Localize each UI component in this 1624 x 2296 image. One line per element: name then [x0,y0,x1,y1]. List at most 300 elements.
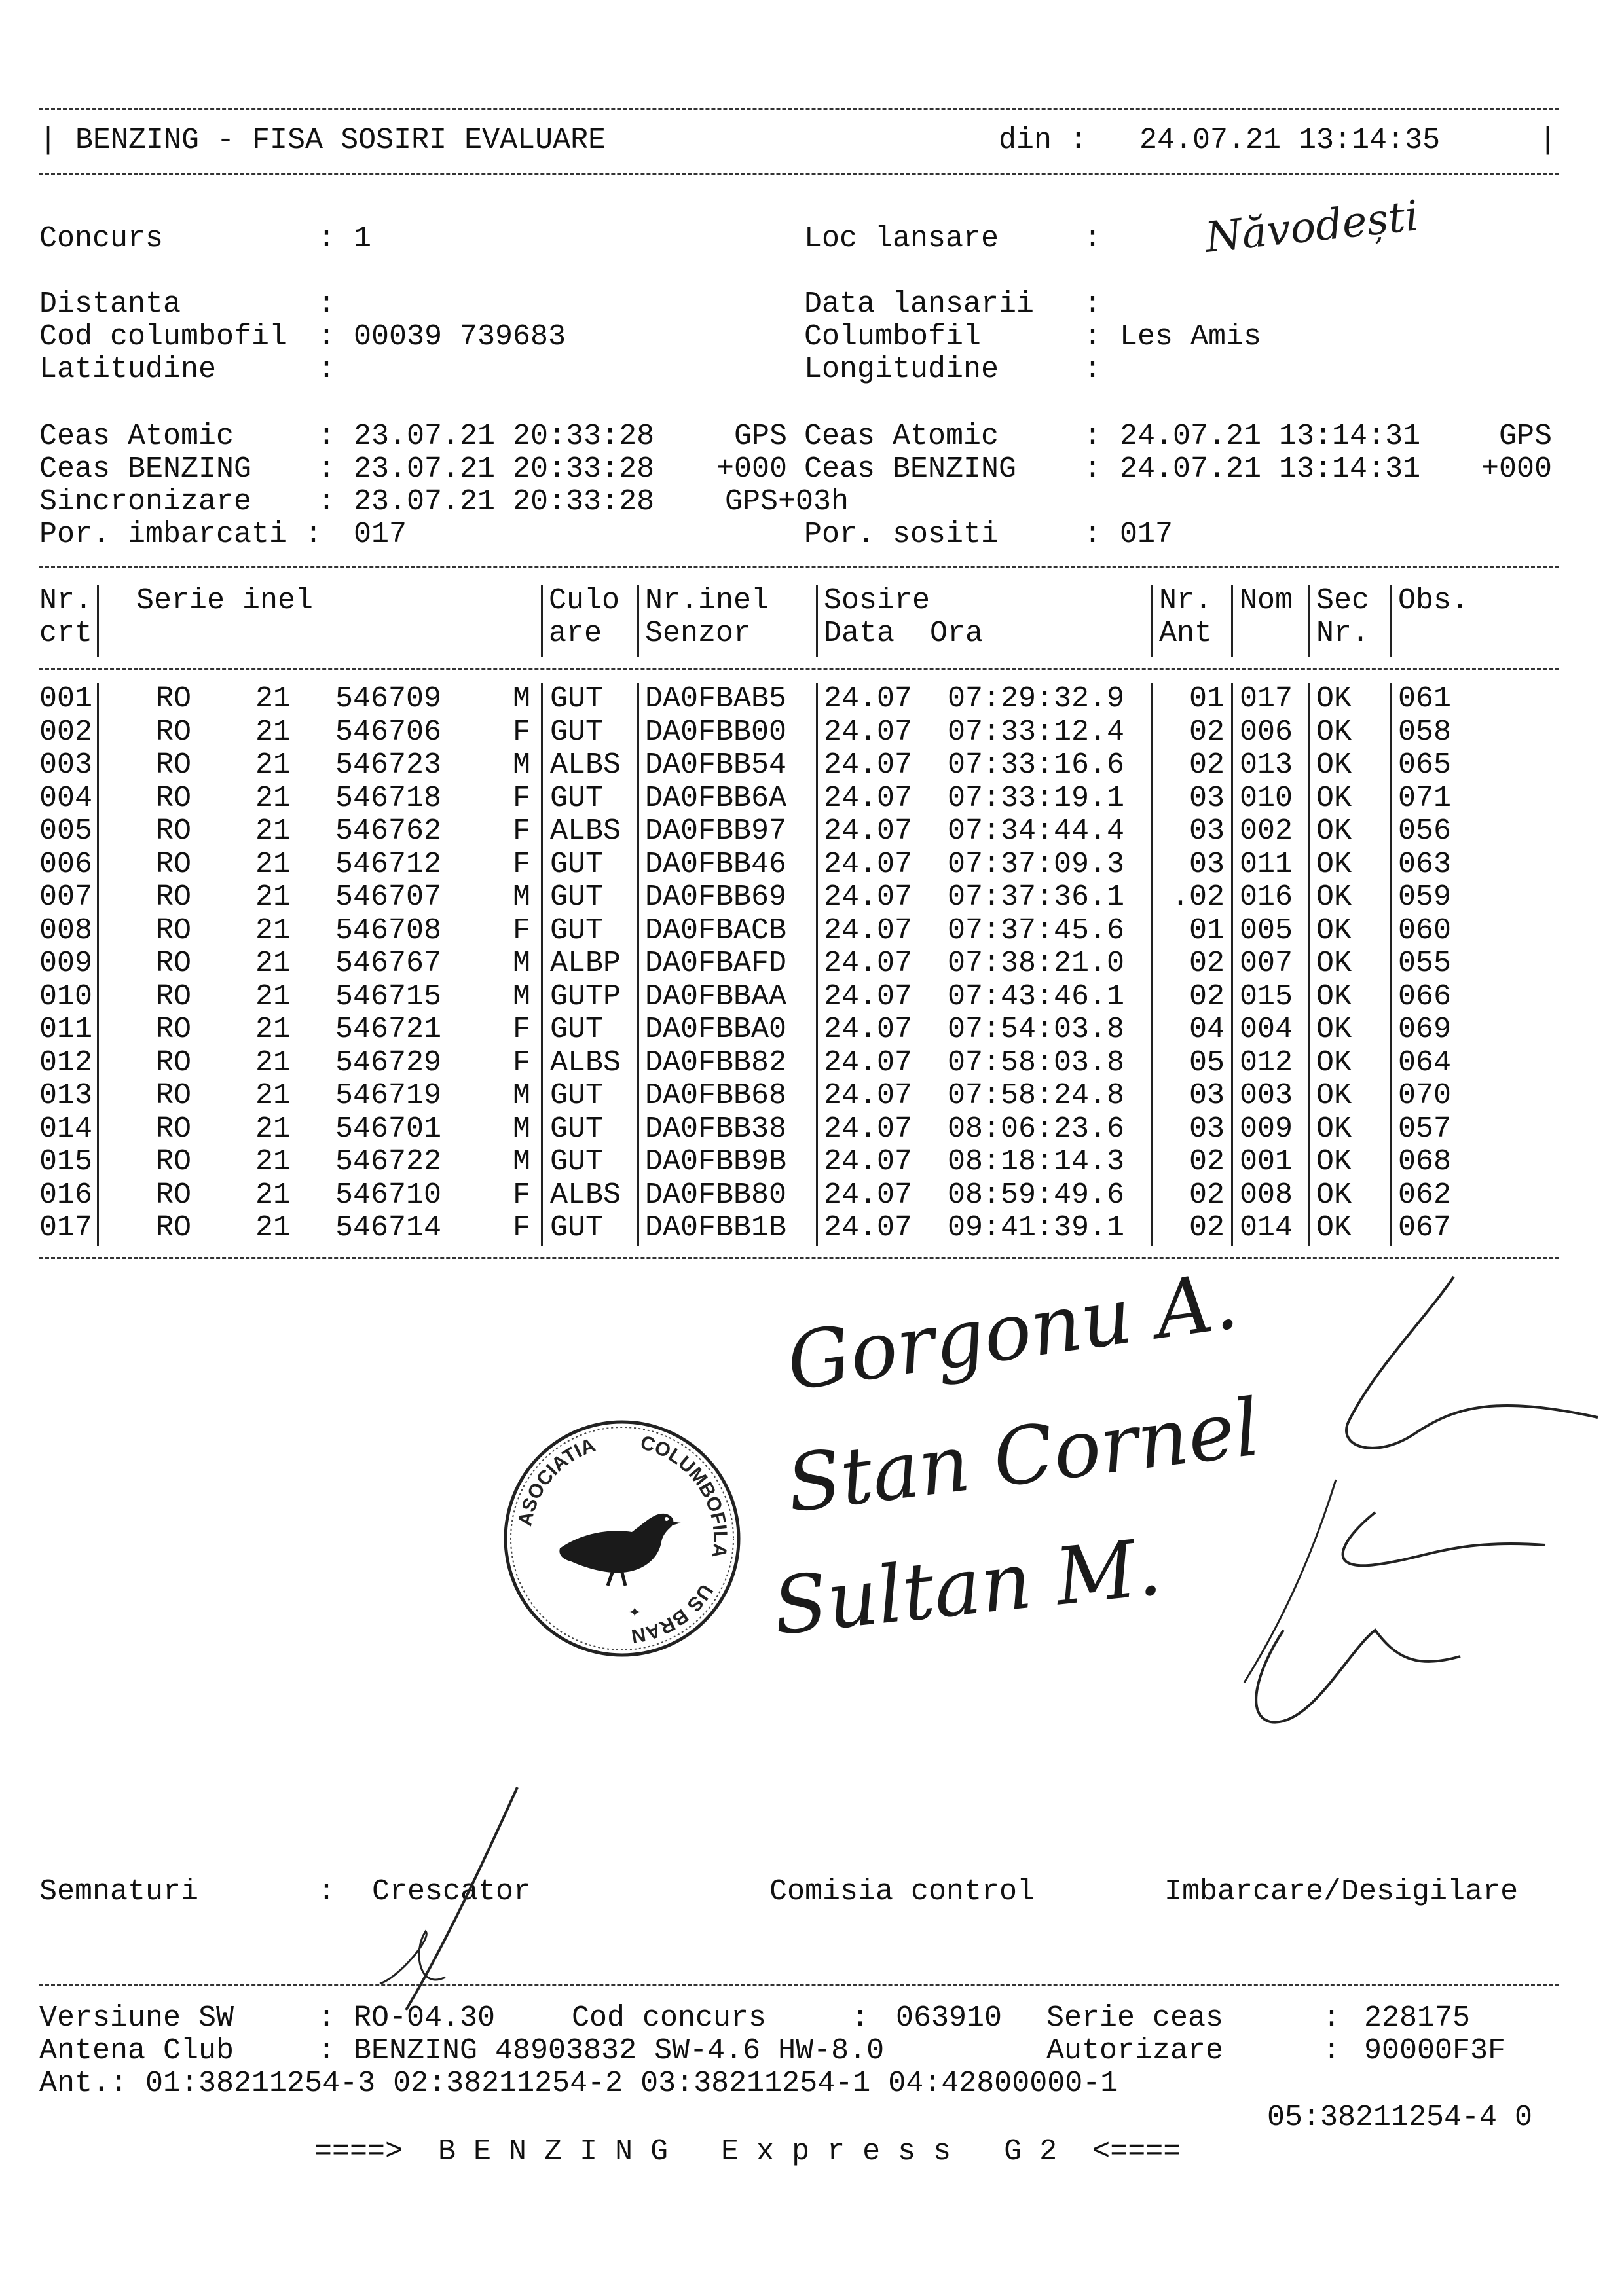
cell-nom: 017 [1240,682,1293,716]
cell-sex: F [512,1211,530,1245]
cell-an: 21 [255,1112,291,1146]
cell-ora: 07:38:21.0 [948,947,1125,980]
cell-sex: F [512,715,530,749]
cell-tara: RO [156,913,192,947]
colon: : [318,2034,336,2068]
cell-data: 24.07 [824,1145,913,1178]
cell-sec: OK [1316,1079,1352,1112]
antena-club-value: BENZING 48903832 SW-4.6 HW-8.0 [354,2034,885,2068]
sincronizare-value: 23.07.21 20:33:28 [354,485,655,519]
autorizare-label: Autorizare [1046,2034,1224,2068]
cell-an: 21 [255,715,291,749]
versiune-sw-label: Versiune SW [39,2001,234,2035]
colon: : [318,452,336,486]
cell-inel: 546722 [335,1145,442,1178]
cell-nr: 002 [39,715,93,749]
cell-data: 24.07 [824,1211,913,1245]
concurs-label: Concurs [39,222,164,255]
cell-obs: 071 [1398,781,1452,815]
colon: : [1084,420,1102,453]
cell-inel: 546709 [335,682,442,716]
cell-nr: 007 [39,881,93,914]
cell-ora: 07:33:19.1 [948,781,1125,815]
cell-ora: 07:37:36.1 [948,881,1125,914]
cell-ora: 07:37:45.6 [948,913,1125,947]
cell-obs: 066 [1398,979,1452,1013]
cell-ant: 03 [1189,781,1225,815]
cell-ant: 02 [1189,748,1225,782]
col-header-are: are [549,617,602,650]
right-benzing: 24.07.21 13:14:31 [1120,452,1421,486]
header-bar-left: | [39,124,58,157]
cod-columbofil-value: 00039 739683 [354,320,566,354]
cell-data: 24.07 [824,1079,913,1112]
cell-data: 24.07 [824,814,913,848]
cell-data: 24.07 [824,881,913,914]
col-separator [1231,683,1233,1246]
ceas-benzing-label-right: Ceas BENZING [804,452,1017,486]
cell-obs: 063 [1398,847,1452,881]
cell-sex: M [512,682,530,716]
longitudine-label: Longitudine [804,353,999,386]
document-title: BENZING - FISA SOSIRI EVALUARE [75,124,606,157]
cell-nom: 005 [1240,913,1293,947]
cell-sec: OK [1316,748,1352,782]
crescator-label: Crescator [372,1875,532,1908]
cell-sex: F [512,814,530,848]
cell-senzor: DA0FBBAA [645,979,787,1013]
col-separator [1390,585,1392,657]
cell-sec: OK [1316,781,1352,815]
cell-inel: 546729 [335,1046,442,1080]
right-atomic-suffix: GPS [1498,420,1552,453]
colon: : [318,353,336,386]
cell-ora: 07:58:24.8 [948,1079,1125,1112]
col-header-crt: crt [39,617,93,650]
cell-ant: 01 [1189,682,1225,716]
cell-data: 24.07 [824,913,913,947]
comisia-control-label: Comisia control [769,1875,1035,1908]
cell-ora: 07:37:09.3 [948,847,1125,881]
cell-sec: OK [1316,1211,1352,1245]
svg-text:✦: ✦ [629,1604,641,1620]
por-imbarcati-value: 017 [354,518,407,551]
pigeon-icon [559,1514,681,1586]
cell-nr: 011 [39,1013,93,1046]
col-header-nrinel: Nr.inel [645,584,769,617]
cell-tara: RO [156,1046,192,1080]
left-atomic-suffix: GPS [733,420,787,453]
divider [39,1984,1559,1986]
cell-nr: 010 [39,979,93,1013]
cell-obs: 070 [1398,1079,1452,1112]
col-header-nr: Nr. [39,584,93,617]
cell-inel: 546715 [335,979,442,1013]
antena-club-label: Antena Club [39,2034,234,2068]
divider [39,173,1559,175]
cell-sex: M [512,979,530,1013]
cell-inel: 546762 [335,814,442,848]
autorizare-value: 90000F3F [1364,2034,1506,2068]
por-sositi-value: 017 [1120,518,1173,551]
cell-ant: 03 [1189,814,1225,848]
serie-ceas-value: 228175 [1364,2001,1471,2035]
divider [39,1257,1559,1259]
col-separator [97,683,99,1246]
din-label: din : [999,124,1088,157]
colon: : [318,222,336,255]
cell-an: 21 [255,781,291,815]
cell-ant: 02 [1189,1211,1225,1245]
cell-obs: 062 [1398,1178,1452,1212]
cell-nr: 008 [39,913,93,947]
cell-sec: OK [1316,881,1352,914]
cell-data: 24.07 [824,979,913,1013]
cell-culoare: ALBS [550,1178,621,1212]
cell-culoare: ALBS [550,814,621,848]
cell-ant: .02 [1171,881,1225,914]
cell-obs: 056 [1398,814,1452,848]
cell-an: 21 [255,913,291,947]
cell-sec: OK [1316,1013,1352,1046]
cell-tara: RO [156,947,192,980]
cell-sex: M [512,1112,530,1146]
cell-an: 21 [255,1013,291,1046]
cell-nr: 005 [39,814,93,848]
cell-sex: M [512,1079,530,1112]
cell-tara: RO [156,682,192,716]
cell-tara: RO [156,1013,192,1046]
cell-inel: 546714 [335,1211,442,1245]
cell-nr: 016 [39,1178,93,1212]
cell-ora: 07:33:16.6 [948,748,1125,782]
left-benzing-suffix: +000 [716,452,787,486]
cell-obs: 060 [1398,913,1452,947]
signature-line-2: Stan Cornel [782,1382,1265,1531]
cell-nr: 004 [39,781,93,815]
colon: : [318,485,336,519]
cell-an: 21 [255,947,291,980]
cell-sex: F [512,913,530,947]
cell-nr: 012 [39,1046,93,1080]
cell-tara: RO [156,881,192,914]
cell-senzor: DA0FBAFD [645,947,787,980]
cell-inel: 546767 [335,947,442,980]
cell-sex: F [512,847,530,881]
col-separator [637,683,639,1246]
col-header-nr-ant: Nr. [1159,584,1213,617]
cell-tara: RO [156,847,192,881]
columbofil-value: Les Amis [1120,320,1262,354]
cell-nom: 003 [1240,1079,1293,1112]
cell-nom: 008 [1240,1178,1293,1212]
cell-nom: 010 [1240,781,1293,815]
cell-inel: 546718 [335,781,442,815]
cell-an: 21 [255,1046,291,1080]
cell-sec: OK [1316,1112,1352,1146]
colon: : [1323,2001,1341,2035]
loc-lansare-label: Loc lansare [804,222,999,255]
cell-inel: 546708 [335,913,442,947]
cell-inel: 546707 [335,881,442,914]
left-atomic: 23.07.21 20:33:28 [354,420,655,453]
cell-tara: RO [156,1178,192,1212]
col-header-sosire: Sosire [824,584,931,617]
cell-obs: 059 [1398,881,1452,914]
col-separator [1390,683,1392,1246]
cell-obs: 064 [1398,1046,1452,1080]
ceas-atomic-label: Ceas Atomic [39,420,234,453]
por-imbarcati-label: Por. imbarcati [39,518,287,551]
left-benzing: 23.07.21 20:33:28 [354,452,655,486]
colon: : [318,420,336,453]
colon: : [318,287,336,321]
cell-ora: 08:06:23.6 [948,1112,1125,1146]
cell-sec: OK [1316,979,1352,1013]
cell-culoare: GUT [550,715,604,749]
cell-culoare: GUT [550,682,604,716]
cell-culoare: GUT [550,1079,604,1112]
distanta-label: Distanta [39,287,181,321]
cell-tara: RO [156,1112,192,1146]
versiune-sw-value: RO-04.30 [354,2001,496,2035]
cell-an: 21 [255,748,291,782]
cell-ora: 07:58:03.8 [948,1046,1125,1080]
cell-inel: 546701 [335,1112,442,1146]
cod-concurs-label: Cod concurs [572,2001,767,2035]
antennas-line-continued: 05:38211254-4 0 [1267,2101,1533,2134]
cell-data: 24.07 [824,682,913,716]
cell-ant: 02 [1189,979,1225,1013]
cell-an: 21 [255,1211,291,1245]
divider [39,566,1559,568]
cell-culoare: GUT [550,913,604,947]
cell-ant: 02 [1189,1178,1225,1212]
cell-senzor: DA0FBB9B [645,1145,787,1178]
col-header-ant: Ant [1159,617,1213,650]
cell-sex: F [512,1178,530,1212]
cell-senzor: DA0FBBA0 [645,1013,787,1046]
col-separator [1231,585,1233,657]
col-header-culo: Culo [549,584,620,617]
cell-ora: 07:54:03.8 [948,1013,1125,1046]
col-separator [1308,585,1310,657]
col-header-nom: Nom [1240,584,1293,617]
cell-ant: 03 [1189,1112,1225,1146]
cell-tara: RO [156,781,192,815]
cell-senzor: DA0FBB1B [645,1211,787,1245]
cell-tara: RO [156,1079,192,1112]
ceas-atomic-label-right: Ceas Atomic [804,420,999,453]
ceas-benzing-label: Ceas BENZING [39,452,252,486]
cell-nr: 009 [39,947,93,980]
cell-tara: RO [156,1211,192,1245]
cell-senzor: DA0FBAB5 [645,682,787,716]
cell-culoare: GUT [550,1112,604,1146]
cell-senzor: DA0FBACB [645,913,787,947]
cell-data: 24.07 [824,715,913,749]
col-separator [97,585,99,657]
cell-sec: OK [1316,1145,1352,1178]
colon: : [1084,320,1102,354]
sincronizare-label: Sincronizare [39,485,252,519]
col-separator [1151,585,1153,657]
cell-an: 21 [255,1079,291,1112]
cell-senzor: DA0FBB82 [645,1046,787,1080]
colon: : [1084,518,1102,551]
cell-ant: 05 [1189,1046,1225,1080]
cell-obs: 069 [1398,1013,1452,1046]
cell-nom: 007 [1240,947,1293,980]
signature-line-1: Gorgonu A. [781,1255,1244,1409]
colon: : [851,2001,870,2035]
colon: : [1323,2034,1341,2068]
cell-senzor: DA0FBB80 [645,1178,787,1212]
cell-senzor: DA0FBB69 [645,881,787,914]
cell-sec: OK [1316,913,1352,947]
cell-culoare: ALBP [550,947,621,980]
colon: : [1084,222,1102,255]
cell-ora: 07:33:12.4 [948,715,1125,749]
col-header-data-ora: Data Ora [824,617,984,650]
col-separator [1151,683,1153,1246]
cell-nom: 004 [1240,1013,1293,1046]
cell-an: 21 [255,1145,291,1178]
loc-lansare-handwritten: Năvodești [1203,192,1421,263]
cell-nr: 003 [39,748,93,782]
cell-inel: 546706 [335,715,442,749]
cell-ora: 07:43:46.1 [948,979,1125,1013]
cell-culoare: GUT [550,1013,604,1046]
cell-sex: M [512,947,530,980]
col-separator [816,683,818,1246]
signature-flourish [1179,1264,1624,1774]
cell-sex: M [512,748,530,782]
cell-inel: 546719 [335,1079,442,1112]
cell-data: 24.07 [824,781,913,815]
cell-nom: 001 [1240,1145,1293,1178]
header-bar-right: | [1539,124,1557,157]
cell-an: 21 [255,682,291,716]
cell-nom: 009 [1240,1112,1293,1146]
crescator-signature [354,1781,537,2023]
cell-nr: 013 [39,1079,93,1112]
cell-sec: OK [1316,1178,1352,1212]
stamp-top-text: COLUMBOFILA [638,1431,731,1559]
cod-columbofil-label: Cod columbofil [39,320,287,354]
cell-sec: OK [1316,847,1352,881]
cell-tara: RO [156,979,192,1013]
cell-culoare: GUTP [550,979,621,1013]
latitudine-label: Latitudine [39,353,217,386]
cell-inel: 546712 [335,847,442,881]
cell-sex: F [512,1046,530,1080]
cell-senzor: DA0FBB46 [645,847,787,881]
cell-ant: 03 [1189,1079,1225,1112]
cell-tara: RO [156,715,192,749]
cell-senzor: DA0FBB54 [645,748,787,782]
col-header-senzor: Senzor [645,617,752,650]
cell-data: 24.07 [824,947,913,980]
col-header-sec-nr: Nr. [1316,617,1370,650]
col-header-sec: Sec [1316,584,1370,617]
cell-obs: 057 [1398,1112,1452,1146]
col-separator [541,683,543,1246]
cell-sec: OK [1316,1046,1352,1080]
cell-culoare: GUT [550,847,604,881]
cell-nr: 015 [39,1145,93,1178]
cell-nom: 002 [1240,814,1293,848]
cell-nr: 017 [39,1211,93,1245]
col-separator [637,585,639,657]
cell-tara: RO [156,748,192,782]
cell-sec: OK [1316,814,1352,848]
columbofil-label: Columbofil [804,320,982,354]
stamp-right-text: US BRAN [629,1580,717,1647]
cell-senzor: DA0FBB38 [645,1112,787,1146]
cell-obs: 067 [1398,1211,1452,1245]
cell-inel: 546721 [335,1013,442,1046]
cell-inel: 546723 [335,748,442,782]
cell-nom: 016 [1240,881,1293,914]
cell-ant: 02 [1189,715,1225,749]
cell-culoare: GUT [550,1145,604,1178]
divider [39,108,1559,110]
serie-ceas-label: Serie ceas [1046,2001,1224,2035]
divider [39,668,1559,670]
cell-senzor: DA0FBB6A [645,781,787,815]
cod-concurs-value: 063910 [896,2001,1003,2035]
cell-ora: 07:29:32.9 [948,682,1125,716]
concurs-value: 1 [354,222,372,255]
right-benzing-suffix: +000 [1481,452,1552,486]
cell-ora: 09:41:39.1 [948,1211,1125,1245]
right-atomic: 24.07.21 13:14:31 [1120,420,1421,453]
cell-data: 24.07 [824,1046,913,1080]
cell-nom: 015 [1240,979,1293,1013]
cell-senzor: DA0FBB00 [645,715,787,749]
cell-ant: 01 [1189,913,1225,947]
cell-data: 24.07 [824,1013,913,1046]
stamp-left-text: ASOCIATIA [514,1434,599,1528]
cell-data: 24.07 [824,748,913,782]
semnaturi-label: Semnaturi [39,1875,199,1908]
cell-nom: 013 [1240,748,1293,782]
col-header-obs: Obs. [1398,584,1469,617]
cell-tara: RO [156,1145,192,1178]
cell-ant: 04 [1189,1013,1225,1046]
din-value: 24.07.21 13:14:35 [1139,124,1441,157]
antennas-line: Ant.: 01:38211254-3 02:38211254-2 03:38211254-1 04:42800000-1 [39,2067,1118,2100]
cell-obs: 055 [1398,947,1452,980]
cell-tara: RO [156,814,192,848]
sincronizare-suffix: GPS+03h [725,485,849,519]
colon: : [318,1875,336,1908]
cell-sec: OK [1316,682,1352,716]
cell-senzor: DA0FBB97 [645,814,787,848]
cell-culoare: GUT [550,1211,604,1245]
colon: : [318,320,336,354]
cell-ant: 02 [1189,1145,1225,1178]
cell-obs: 058 [1398,715,1452,749]
colon: : [1084,452,1102,486]
col-separator [1308,683,1310,1246]
cell-data: 24.07 [824,1178,913,1212]
cell-sec: OK [1316,947,1352,980]
data-lansarii-label: Data lansarii [804,287,1035,321]
cell-obs: 068 [1398,1145,1452,1178]
por-sositi-label: Por. sositi [804,518,999,551]
